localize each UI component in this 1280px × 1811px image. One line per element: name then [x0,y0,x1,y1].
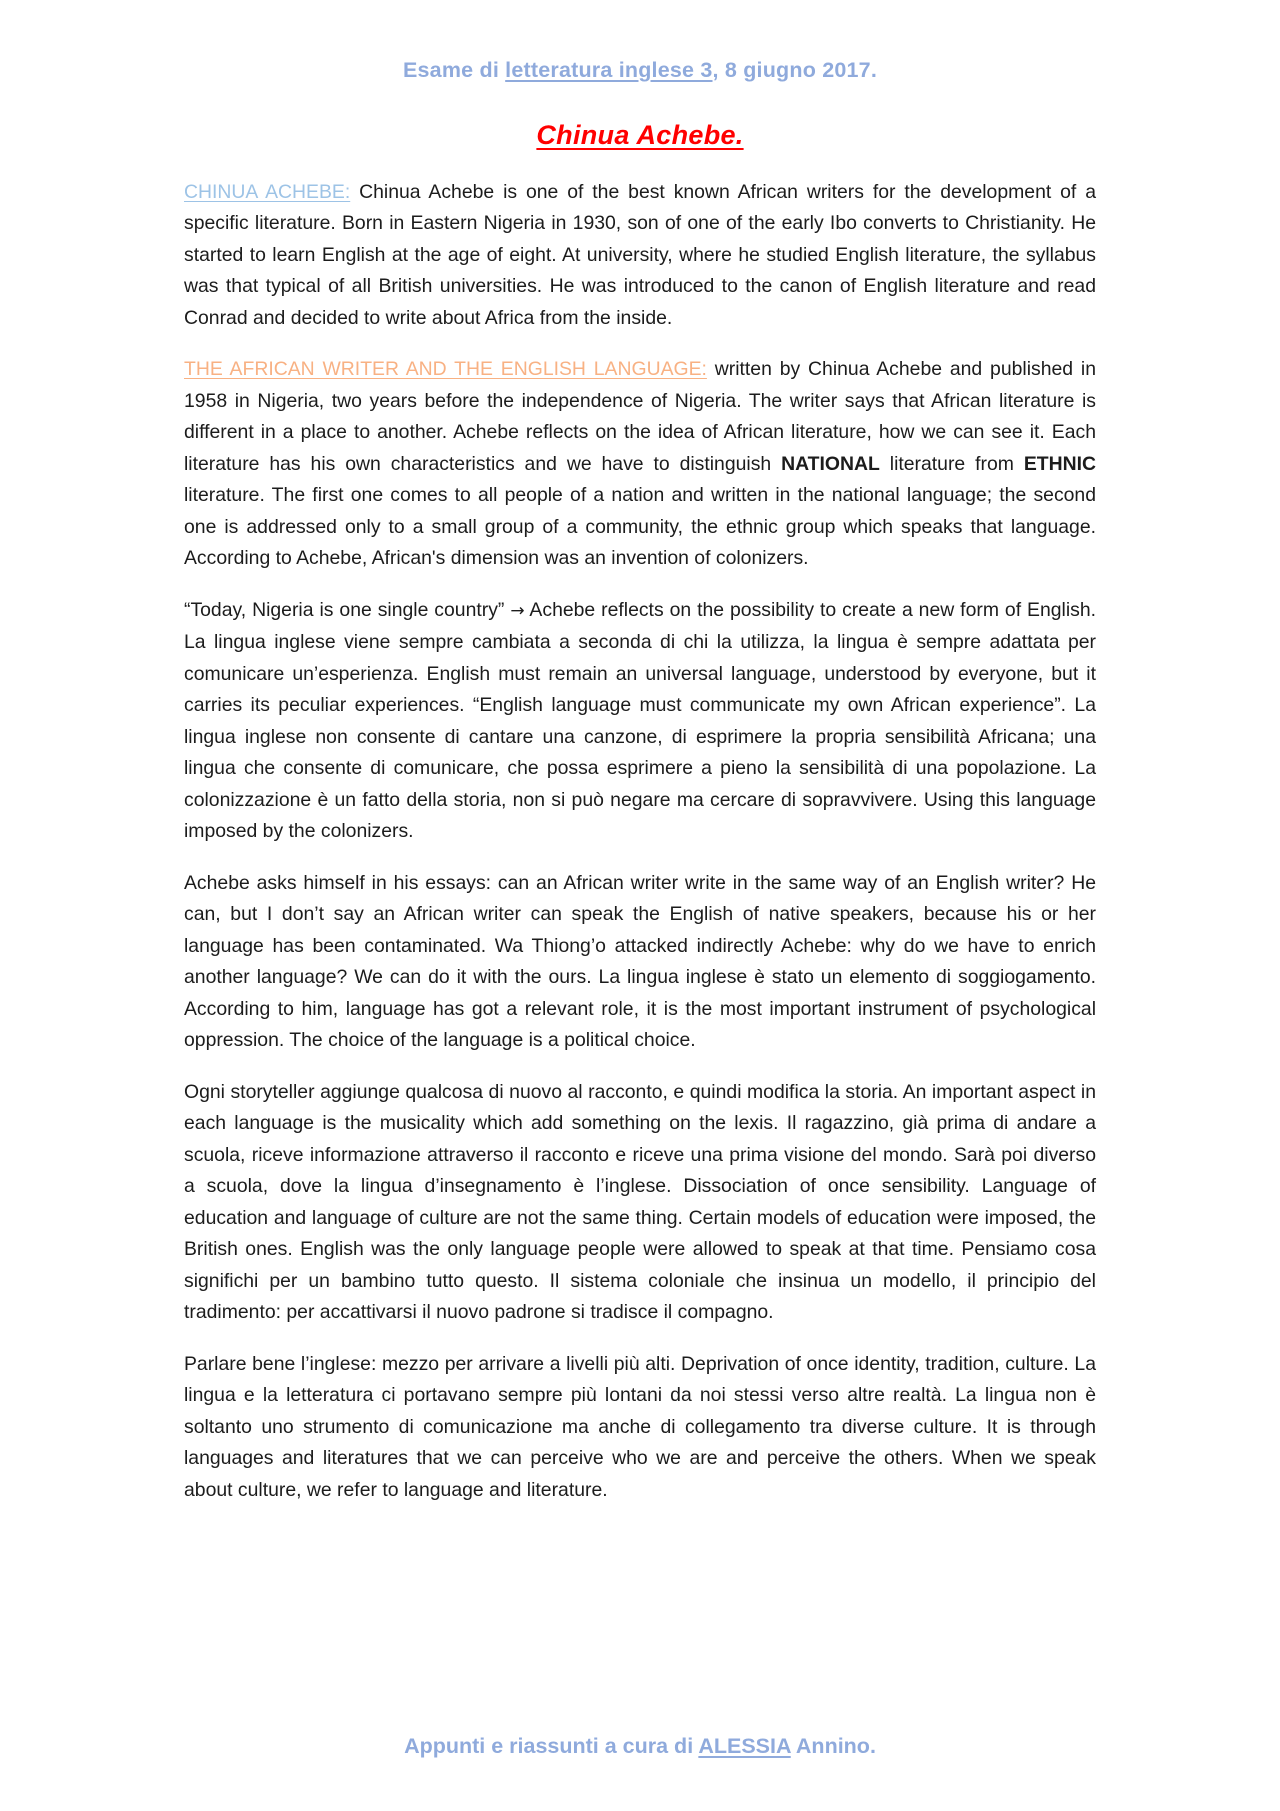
paragraph-today-nigeria [184,595,1096,848]
footer-prefix: Appunti e riassunti a cura di [404,1734,699,1758]
footer-suffix: Annino. [790,1734,876,1758]
section-body-part-3: literature. The first one comes to all people of a nation and written in the national language; the second one is addressed only to a small group of a community, the ethnic group which speaks that language. According to Achebe, African's dimension was an invention of colonizers. [184,484,1096,570]
footer-author-link: ALESSIA [698,1734,791,1758]
paragraph-african-writer [184,354,1096,575]
quote-today-nigeria: “Today, Nigeria is one single country” [184,598,511,621]
paragraph-storyteller: Ogni storyteller aggiunge qualcosa di nuovo al racconto, e quindi modifica la storia. An important aspect in each language is the musicality which add something on the lexis. Il ragazzino, già prima di andare a scuola, riceve informazione attraverso il racconto e riceve una prima visione del mondo. Sarà poi diverso a scuola, dove la lingua d’insegnamento è l’inglese. Dissociation of once sensibility. Language of education and language of culture are not the same thing. Certain models of education were imposed, the British ones. English was the only language people were allowed to speak at that time. Pensiamo cosa significhi per un bambino tutto questo. Il sistema coloniale che insinua un modello, il principio del tradimento: per accattivarsi il nuovo padrone si tradisce il compagno. [184,1080,1096,1324]
paragraph-parlare-inglese: Parlare bene l’inglese: mezzo per arrivare a livelli più alti. Deprivation of once identity, tradition, culture. La lingua e la letteratura ci portavano sempre più lontani da noi stessi verso altre realtà. La lingua non è soltanto uno strumento di comunicazione ma anche di collegamento tra diverse culture. It is through languages and literatures that we can perceive who we are and perceive the others. When we speak about culture, we refer to language and literature. [184,1352,1096,1501]
document-header [0,0,1280,84]
section-body-part-1: written by Chinua Achebe and published in 1958 in Nigeria, two years before the independence of Nigeria. The writer says that African literature is different in a place to another. Achebe reflects on the idea of African literature, how we can see it. Each literature has his own characteristics and we have to distinguish [184,358,1096,475]
section-body-chinua-achebe: Chinua Achebe is one of the best known African writers for the development of a specific literature. Born in Eastern Nigeria in 1930, son of one of the early Ibo converts to Christianity. He started to learn English at the age of eight. At university, where he studied English literature, the syllabus was that typical of all British universities. He was introduced to the canon of English literature and read Conrad and decided to write about Africa from the inside. [184,180,1096,329]
document-footer [0,1734,1280,1759]
section-body-part-2: literature from [879,452,1024,475]
emphasis-national: NATIONAL [781,452,880,475]
emphasis-ethnic: ETHNIC [1023,452,1096,475]
page-title [0,120,1280,151]
page-title-text: Chinua Achebe. [536,119,744,150]
paragraph-chinua-achebe [184,177,1096,335]
section-label-african-writer: THE AFRICAN WRITER AND THE ENGLISH LANGUAGE: [184,358,707,381]
paragraph-achebe-essays: Achebe asks himself in his essays: can an African writer write in the same way of an English writer? He can, but I don’t say an African writer can speak the English of native speakers, because his or her language has been contaminated. Wa Thiong’o attacked indirectly Achebe: why do we have to enrich another language? We can do it with the ours. La lingua inglese è stato un elemento di soggiogamento. According to him, language has got a relevant role, it is the most important instrument of psychological oppression. The choice of the language is a political choice. [184,871,1096,1052]
header-course-link: letteratura inglese 3 [505,58,713,82]
header-prefix: Esame di [402,58,506,82]
section-label-chinua-achebe: CHINUA ACHEBE: [184,180,351,203]
document-body [184,151,1096,1507]
right-arrow-icon: → [510,600,525,621]
header-suffix: , 8 giugno 2017. [712,58,878,82]
paragraph-today-nigeria-rest: Achebe reflects on the possibility to create a new form of English. La lingua inglese viene sempre cambiata a seconda di chi la utilizza, la lingua è sempre adattata per comunicare un’esperienza. English must remain an universal language, understood by everyone, but it carries its peculiar experiences. “English language must communicate my own African experience”. La lingua inglese non consente di cantare una canzone, di esprimere la propria sensibilità Africana; una lingua che consente di comunicare, che possa esprimere a pieno la sensibilità di una popolazione. La colonizzazione è un fatto della storia, non si può negare ma cercare di sopravvivere. Using this language imposed by the colonizers. [184,598,1097,843]
